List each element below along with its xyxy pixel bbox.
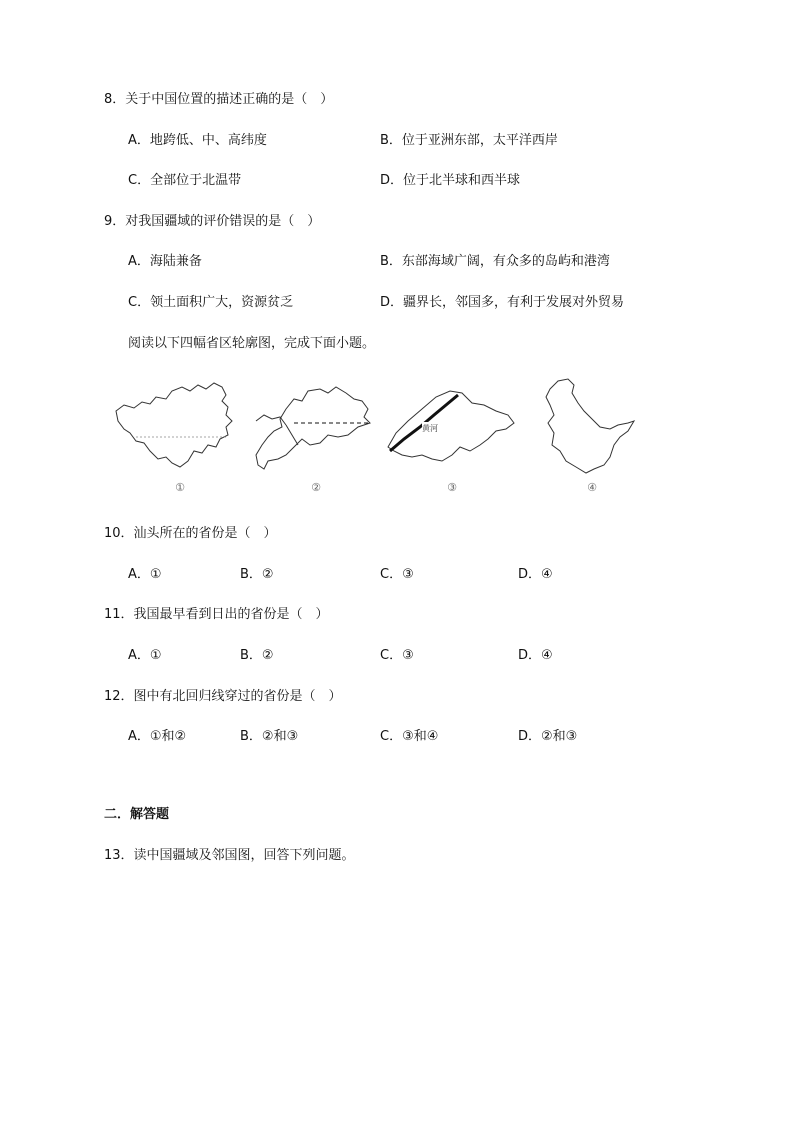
q8-option-d[interactable]: D．位于北半球和西半球 xyxy=(380,173,521,188)
q8-option-b[interactable]: B．位于亚洲东部，太平洋西岸 xyxy=(380,133,558,148)
q11-stem: 11．我国最早看到日出的省份是（ ） xyxy=(104,607,329,622)
q8-option-c[interactable]: C．全部位于北温带 xyxy=(128,173,242,188)
q12-option-d[interactable]: D．②和③ xyxy=(518,729,578,744)
section-heading: 二．解答题 xyxy=(104,807,170,822)
province-outline-maps xyxy=(108,375,648,505)
q12-option-b[interactable]: B．②和③ xyxy=(240,729,299,744)
province-map-3 xyxy=(384,375,524,494)
q9-option-a[interactable]: A．海陆兼备 xyxy=(128,254,202,269)
q11-option-a[interactable]: A．① xyxy=(128,648,162,663)
map-label-4: ④ xyxy=(587,481,597,494)
q10-option-c[interactable]: C．③ xyxy=(380,567,414,582)
q11-option-b[interactable]: B．② xyxy=(240,648,274,663)
q8-stem: 8．关于中国位置的描述正确的是（ ） xyxy=(104,92,334,107)
province-map-4 xyxy=(538,375,638,494)
q12-option-a[interactable]: A．①和② xyxy=(128,729,187,744)
map-label-3: ③ xyxy=(447,481,457,494)
reading-intro: 阅读以下四幅省区轮廓图，完成下面小题。 xyxy=(128,336,376,351)
q10-option-b[interactable]: B．② xyxy=(240,567,274,582)
q11-option-c[interactable]: C．③ xyxy=(380,648,414,663)
q12-stem: 12．图中有北回归线穿过的省份是（ ） xyxy=(104,689,342,704)
province-map-2 xyxy=(250,375,380,494)
q9-option-b[interactable]: B．东部海域广阔，有众多的岛屿和港湾 xyxy=(380,254,610,269)
q12-option-c[interactable]: C．③和④ xyxy=(380,729,439,744)
q11-option-d[interactable]: D．④ xyxy=(518,648,553,663)
map-label-2: ② xyxy=(311,481,321,494)
q9-stem: 9．对我国疆域的评价错误的是（ ） xyxy=(104,214,321,229)
province-map-1 xyxy=(108,375,248,494)
q10-option-a[interactable]: A．① xyxy=(128,567,162,582)
q10-stem: 10．汕头所在的省份是（ ） xyxy=(104,526,277,541)
q9-option-d[interactable]: D．疆界长，邻国多，有利于发展对外贸易 xyxy=(380,295,625,310)
q10-option-d[interactable]: D．④ xyxy=(518,567,553,582)
q13-stem: 13．读中国疆域及邻国图，回答下列问题。 xyxy=(104,848,355,863)
map-label-1: ① xyxy=(175,481,185,494)
q8-option-a[interactable]: A．地跨低、中、高纬度 xyxy=(128,133,267,148)
river-label: 黄河 xyxy=(422,424,438,433)
q9-option-c[interactable]: C．领土面积广大，资源贫乏 xyxy=(128,295,294,310)
